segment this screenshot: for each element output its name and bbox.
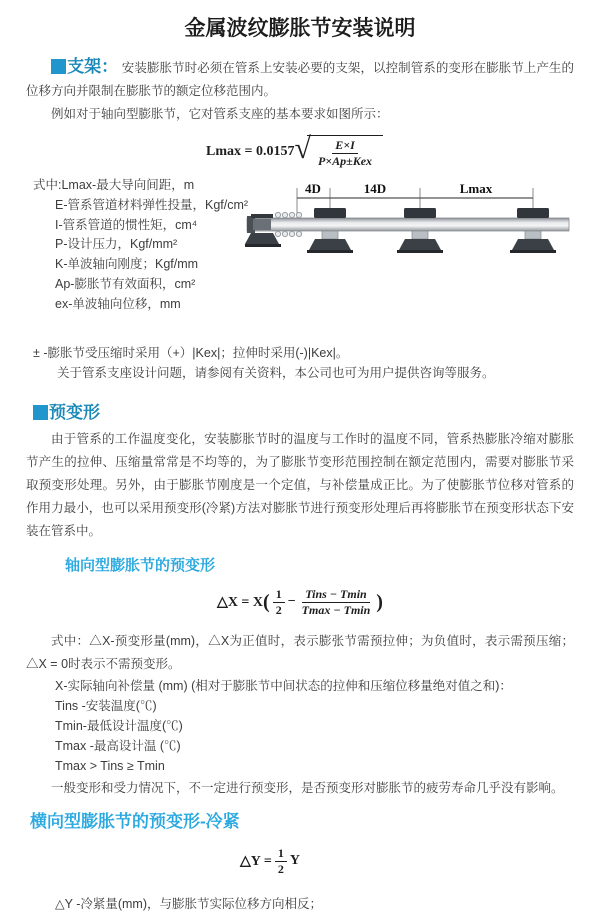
temp-numerator: Tins − Tmin (302, 587, 370, 603)
axial-def-line: Tmax -最高设计温 (℃) (55, 738, 181, 753)
support-section-heading: 支架： (67, 57, 119, 76)
open-paren: ( (263, 590, 270, 613)
minus-sign: − (287, 594, 296, 610)
radical-sign: √ (294, 132, 311, 165)
pipe-support-diagram (245, 178, 575, 274)
variable-line: I-管系管道的惯性矩，cm⁴ (55, 217, 198, 232)
lateral-def-line: △Y -冷紧量(mm)，与膨胀节实际位移方向相反； (55, 896, 323, 911)
axial-predeform-formula (26, 587, 574, 618)
temp-denominator: Tmax − Tmin (301, 602, 371, 617)
lmax-formula-radicand (307, 135, 383, 169)
close-paren: ) (376, 590, 383, 613)
section-bullet-square (51, 59, 66, 74)
lmax-formula-prefix: Lmax = 0.0157 (206, 144, 295, 159)
variable-line: ex-单波轴向位移，mm (55, 296, 181, 311)
variables-and-diagram (26, 176, 574, 344)
axial-def-line: Tmax > Tins ≥ Tmin (55, 758, 165, 773)
lmax-formula-denominator: P×Ap±Kex (317, 154, 373, 168)
dimension-label-14d: 14D (363, 181, 387, 196)
support-intro-paragraph (26, 55, 574, 103)
axial-def-line: Tmin-最低设计温度(℃) (55, 718, 183, 733)
lmax-formula-numerator: E×I (332, 138, 358, 154)
consult-note-line: 关于管系支座设计问题，请参阅有关资料，本公司也可为用户提供咨询等服务。 (57, 365, 495, 380)
lateral-formula-suffix: Y (289, 853, 300, 869)
predeform-section-heading: 预变形 (49, 402, 100, 422)
axial-note-line: 一般变形和受力情况下，不一定进行预变形，是否预变形对膨胀节的疲劳寿命几乎没有影响。 (51, 780, 564, 795)
half-denominator: 2 (275, 602, 282, 617)
axial-def-line: X-实际轴向补偿量 (mm) (相对于膨胀节中间状态的拉伸和压缩位移量绝对值之和)： (55, 678, 512, 693)
page-title: 金属波纹膨胀节安装说明 (184, 17, 416, 40)
pm-note-line: ± -膨胀节受压缩时采用（+）|Kex|；拉伸时采用(-)|Kex|。 (33, 346, 349, 360)
lateral-formula-prefix: △Y = (240, 853, 272, 869)
support-example-line: 例如对于轴向型膨胀节，它对管系支座的基本要求如图所示： (51, 107, 389, 121)
predeform-paragraph: 由于管系的工作温度变化，安装膨胀节时的温度与工作时的温度不同，管系热膨胀冷缩对膨胀节产生的拉伸、压缩量常常是不均等的，为了膨胀节变形范围控制在额定范围内，需要对膨胀节采取预变形处理。另外，由于膨胀节刚度是一个定值，与补偿量成正比。为了使膨胀节位移对管系的作用力最小，也可以采用预变形(冷紧)方法对膨胀节进行预变形处理后再将膨胀节在预变形状态下安装在管系中。 (26, 431, 574, 538)
lateral-half-denominator: 2 (277, 861, 284, 876)
axial-formula-prefix: △X = X (217, 594, 264, 610)
support-intro-text: 安装膨胀节时必须在管系上安装必要的支架，以控制管系的变形在膨胀节上产生的位移方向并限制在膨胀节的额定位移范围内。 (26, 61, 574, 98)
half-numerator: 1 (273, 587, 285, 603)
axial-formula-explain: 式中：△X-预变形量(mm)，△X为正值时，表示膨张节需预拉伸；为负值时，表示需预压缩；△X = 0时表示不需预变形。 (26, 633, 574, 671)
axial-subsection-heading: 轴向型膨胀节的预变形 (65, 556, 216, 574)
dimension-label-4d: 4D (305, 181, 321, 196)
variable-line: E-管系管道材料弹性投量，Kgf/cm² (55, 197, 249, 212)
lmax-formula (206, 132, 574, 169)
predeform-section-header (33, 398, 574, 423)
dimension-label-lmax: Lmax (459, 181, 493, 196)
lateral-predeform-formula (0, 846, 544, 877)
section-bullet-square (33, 405, 48, 420)
lateral-half-numerator: 1 (275, 846, 287, 862)
variable-line: K-单波轴向刚度；Kgf/mm (55, 257, 199, 272)
variable-line: Ap-膨胀节有效面积，cm² (55, 276, 196, 291)
variable-line: 式中:Lmax-最大导向间距，m (33, 178, 195, 192)
axial-def-line: Tins -安装温度(℃) (55, 698, 157, 713)
pipe (247, 218, 569, 231)
lateral-subsection-heading: 横向型膨胀节的预变形-冷紧 (30, 811, 240, 831)
variable-line: P-设计压力，Kgf/mm² (55, 237, 178, 252)
